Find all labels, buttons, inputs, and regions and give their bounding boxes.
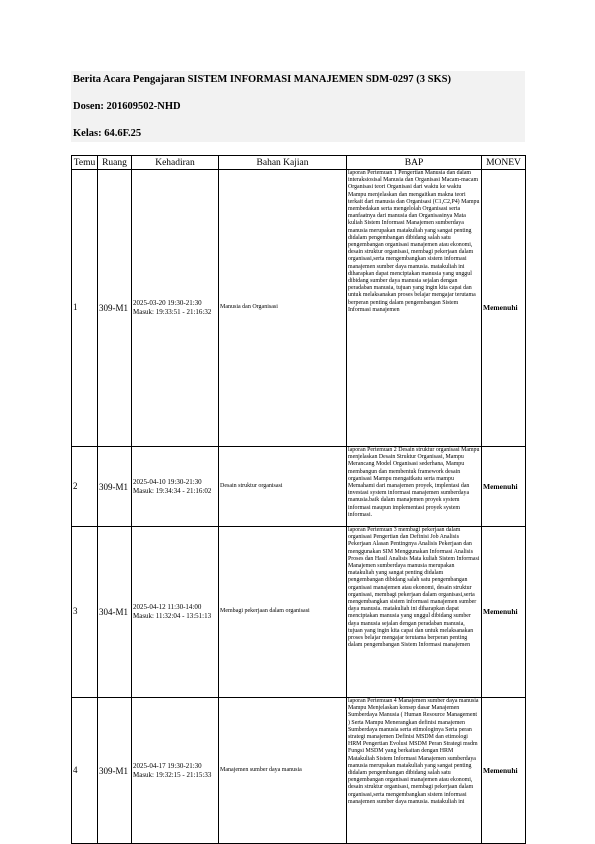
attendance	[132, 527, 219, 698]
monev-status: Memenuhi	[482, 170, 526, 447]
attendance	[132, 170, 219, 447]
room: 304-M1	[98, 527, 132, 698]
schedule: 2025-04-12 11:30-14:00	[133, 603, 202, 611]
room: 309-M1	[98, 170, 132, 447]
document-header	[71, 71, 525, 142]
attendance	[132, 447, 219, 527]
bap-report: laporan Pertemuan 2 Desain struktur organisasi Mampu menjelaskan Desain Struktur Organisasi, Mampu Merancang Model Organisasi sederhana, Mampu membangun dan membentuk framework desain organisasi Mampu mengaitkatu serta mampu Memahami dari manajemen proyek, implentasi dan investasi system informasi manajemen sumberdaya manusia.baik dalam manajemen proyek system informasi maupun implementasi proyek system informasi.	[347, 447, 482, 527]
study-material: Manajemen sumber daya manusia	[219, 698, 347, 844]
col-header-bahan-kajian: Bahan Kajian	[219, 156, 347, 170]
check-in-time: Masuk: 19:33:51 - 21:16:32	[133, 308, 212, 316]
meeting-number: 2	[72, 447, 98, 527]
room: 309-M1	[98, 698, 132, 844]
bap-report: laporan Pertemuan 4 Manajemen sumber daya manusia Mampu Menjelaskan konsep dasar Manajemen Sumberdaya Manusia ( Human Resource Management ) Serta Mampu Menerangkan definisi manajemen Sumberdaya manusia serta etimologinya Serta peran strategi manajemen Definisi MSDM dan etimologi HRM Pengertian Evolusi MSDM Peran Strategi msdm Fungsi MSDM yang berkaitan dengan HRM Matakuliah Sistem Informasi Manajemen sumberdaya manusia merupakan matakuliah yang sangat penting didalam pengembangan dibidang salah satu pengembangan organisasi manajemen atau ekonomi, desain struktur organisasi, membagi pekerjaan dalam organisasi,serta mengembangkan sistem informasi manajemen sumber daya manusia. matakuliah ini	[347, 698, 482, 844]
table-row	[72, 698, 526, 844]
attendance	[132, 698, 219, 844]
schedule: 2025-04-10 19:30-21:30	[133, 477, 202, 486]
lecturer-id: Dosen: 201609502-NHD	[73, 101, 181, 112]
check-in-time: Masuk: 19:34:34 - 21:16:02	[133, 486, 212, 495]
monev-status: Memenuhi	[482, 698, 526, 844]
monev-status: Memenuhi	[482, 527, 526, 698]
meeting-number: 3	[72, 527, 98, 698]
document-title: Berita Acara Pengajaran SISTEM INFORMASI MANAJEMEN SDM-0297 (3 SKS)	[73, 74, 451, 85]
col-header-bap: BAP	[347, 156, 482, 170]
table-row	[72, 527, 526, 698]
check-in-time: Masuk: 19:32:15 - 21:15:33	[133, 770, 212, 779]
table-header-row	[72, 156, 526, 170]
meeting-number: 4	[72, 698, 98, 844]
col-header-ruang: Ruang	[98, 156, 132, 170]
study-material: Membagi pekerjaan dalam organisasi	[219, 527, 347, 698]
check-in-time: Masuk: 11:32:04 - 13:51:13	[133, 612, 212, 620]
study-material: Desain struktur organisasi	[219, 447, 347, 527]
meeting-number: 1	[72, 170, 98, 447]
col-header-monev: MONEV	[482, 156, 526, 170]
teaching-record-table	[71, 155, 526, 844]
table-row	[72, 447, 526, 527]
bap-report: laporan Pertemuan 3 membagi pekerjaan dalam organisasi Pengertian dan Definisi Job Analisis Pekerjaan Alasan Pentingnya Analisis Pekerjaan dan menggunakan SIM Menggunakan Informasi Analisis Proses dan Hasil Analisis Mata kuliah Sistem Informasi Manajemen sumberdaya manusia merupakan matakuliah yang sangat penting didalam pengembangan dibidang salah satu pengembangan organisasi manajemen atau ekonomi, desain struktur organisasi, membagi pekerjaan dalam organisasi,serta mengembangkan sistem informasi manajemen sumber daya manusia. matakuliah ini diharapkan dapat menciptakan manusia yang unggul dibidang sumber daya manusia sejalan dengan peradaban manusia, tujuan yang ingin kita capai dan untuk melaksanakan proses belajar mengajar terutama berperan penting dalam pengembangan Sistem Informasi manajemen	[347, 527, 482, 698]
schedule: 2025-03-20 19:30-21:30	[133, 299, 202, 307]
monev-status: Memenuhi	[482, 447, 526, 527]
col-header-kehadiran: Kehadiran	[132, 156, 219, 170]
table-row	[72, 170, 526, 447]
bap-report: laporan Pertemuan 1 Pengertian Manusia dan dalam interaksiosisal Manusia dan Organisasi Macam-macam Organisasi teori Organisasi dari waktu ke waktu Mampu menjelaskan dan mengaitkan makna teori terkait dari manusia dan Organisasi (C1,C2,P4) Mampu membedakan serta mengelolah Organisasi serta manfaatnya dari manusia dan Organisasinya Mata kuliah Sistem Informasi Manajemen sumberdaya manusia merupakan matakuliah yang sangat penting didalam pengembangan dibidang salah satu pengembangan organisasi manajemen atau ekonomi, desain struktur organisasi, membagi pekerjaan dalam organisasi,serta mengembangkan sistem informasi manajemen sumber daya manusia. matakuliah ini diharapkan dapat menciptakan manusia yang unggul dibidang sumber daya manusia sejalan dengan peradaban manusia, tujuan yang ingin kita capai dan untuk melaksanakan proses belajar mengajar terutama berperan penting dalam pengembangan Sistem Informasi manajemen	[347, 170, 482, 447]
col-header-temu: Temu	[72, 156, 98, 170]
schedule: 2025-04-17 19:30-21:30	[133, 761, 202, 770]
class-code: Kelas: 64.6F.25	[73, 128, 142, 139]
study-material: Manusia dan Organisasi	[219, 170, 347, 447]
room: 309-M1	[98, 447, 132, 527]
